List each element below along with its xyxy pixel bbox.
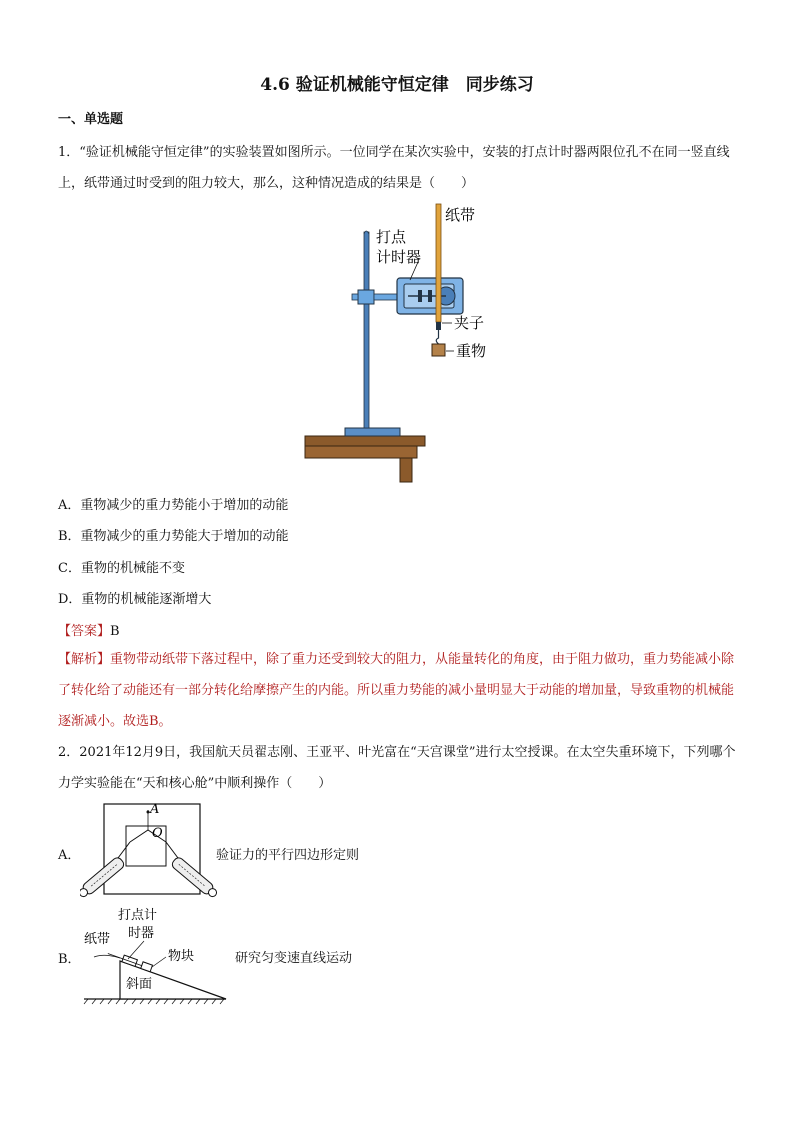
question-2-stem: 2．2021年12月9日，我国航天员翟志刚、王亚平、叶光富在“天宫课堂”进行太空授课。在太空失重环境下，下列哪个力学实验能在“天和核心舱”中顺利操作（ ） — [58, 745, 736, 791]
apparatus-figure — [300, 198, 500, 488]
weight-block — [432, 344, 445, 356]
parallelogram-figure — [80, 800, 220, 900]
label-point-a: A — [150, 802, 160, 817]
analysis-text: 重物带动纸带下落过程中，除了重力还受到较大的阻力，从能量转化的角度，由于阻力做功，重力势能减小除了转化给了动能还有一部分转化给摩擦产生的内能。所以重力势能的减小量明显大于动能的增加量，导致重物的机械能逐渐减小。故选B。 — [58, 652, 735, 729]
stand-clamp — [358, 290, 374, 304]
answer-value: B — [110, 624, 120, 639]
q2-option-b-letter: B． — [58, 952, 81, 967]
label-clip: 夹子 — [454, 314, 485, 332]
label-timer-line1: 打点计 — [118, 908, 158, 923]
section-heading: 一、单选题 — [58, 112, 124, 127]
label-weight: 重物 — [456, 342, 487, 360]
label-incline: 斜面 — [126, 977, 153, 992]
stand-base — [345, 428, 400, 436]
label-timer-line1: 打点 — [376, 228, 407, 246]
paper-tape — [436, 204, 441, 322]
q1-option-a: A．重物减少的重力势能小于增加的动能 — [58, 498, 289, 513]
q2-option-b-text: 研究匀变速直线运动 — [235, 951, 353, 966]
q1-option-b: B．重物减少的重力势能大于增加的动能 — [58, 529, 289, 544]
label-timer-line2: 时器 — [128, 926, 155, 941]
question-1-stem: 1．“验证机械能守恒定律”的实验装置如图所示。一位同学在某次实验中，安装的打点计时器两限位孔不在同一竖直线上，纸带通过时受到的阻力较大，那么，这种情况造成的结果是（ ） — [58, 145, 730, 191]
label-paper-tape: 纸带 — [445, 206, 476, 224]
incline-figure — [80, 905, 240, 1005]
q1-option-d: D．重物的机械能逐渐增大 — [58, 592, 212, 607]
table-top — [305, 436, 425, 446]
table-leg — [400, 458, 412, 482]
q2-option-a-letter: A． — [58, 848, 81, 863]
table-apron — [305, 446, 417, 458]
analysis-label: 【解析】 — [58, 652, 111, 667]
q1-option-c: C．重物的机械能不变 — [58, 561, 185, 576]
label-point-o: O — [152, 826, 163, 841]
stand-rod — [364, 232, 369, 428]
label-timer-line2: 计时器 — [376, 248, 422, 266]
q2-option-a-text: 验证力的平行四边形定则 — [216, 848, 360, 863]
page-title: 4.6 验证机械能守恒定律 同步练习 — [260, 75, 534, 95]
label-block: 物块 — [168, 949, 195, 964]
q1-answer — [58, 620, 120, 639]
q1-analysis — [58, 644, 738, 737]
answer-label: 【答案】 — [58, 624, 111, 639]
label-paper-tape: 纸带 — [84, 932, 111, 947]
